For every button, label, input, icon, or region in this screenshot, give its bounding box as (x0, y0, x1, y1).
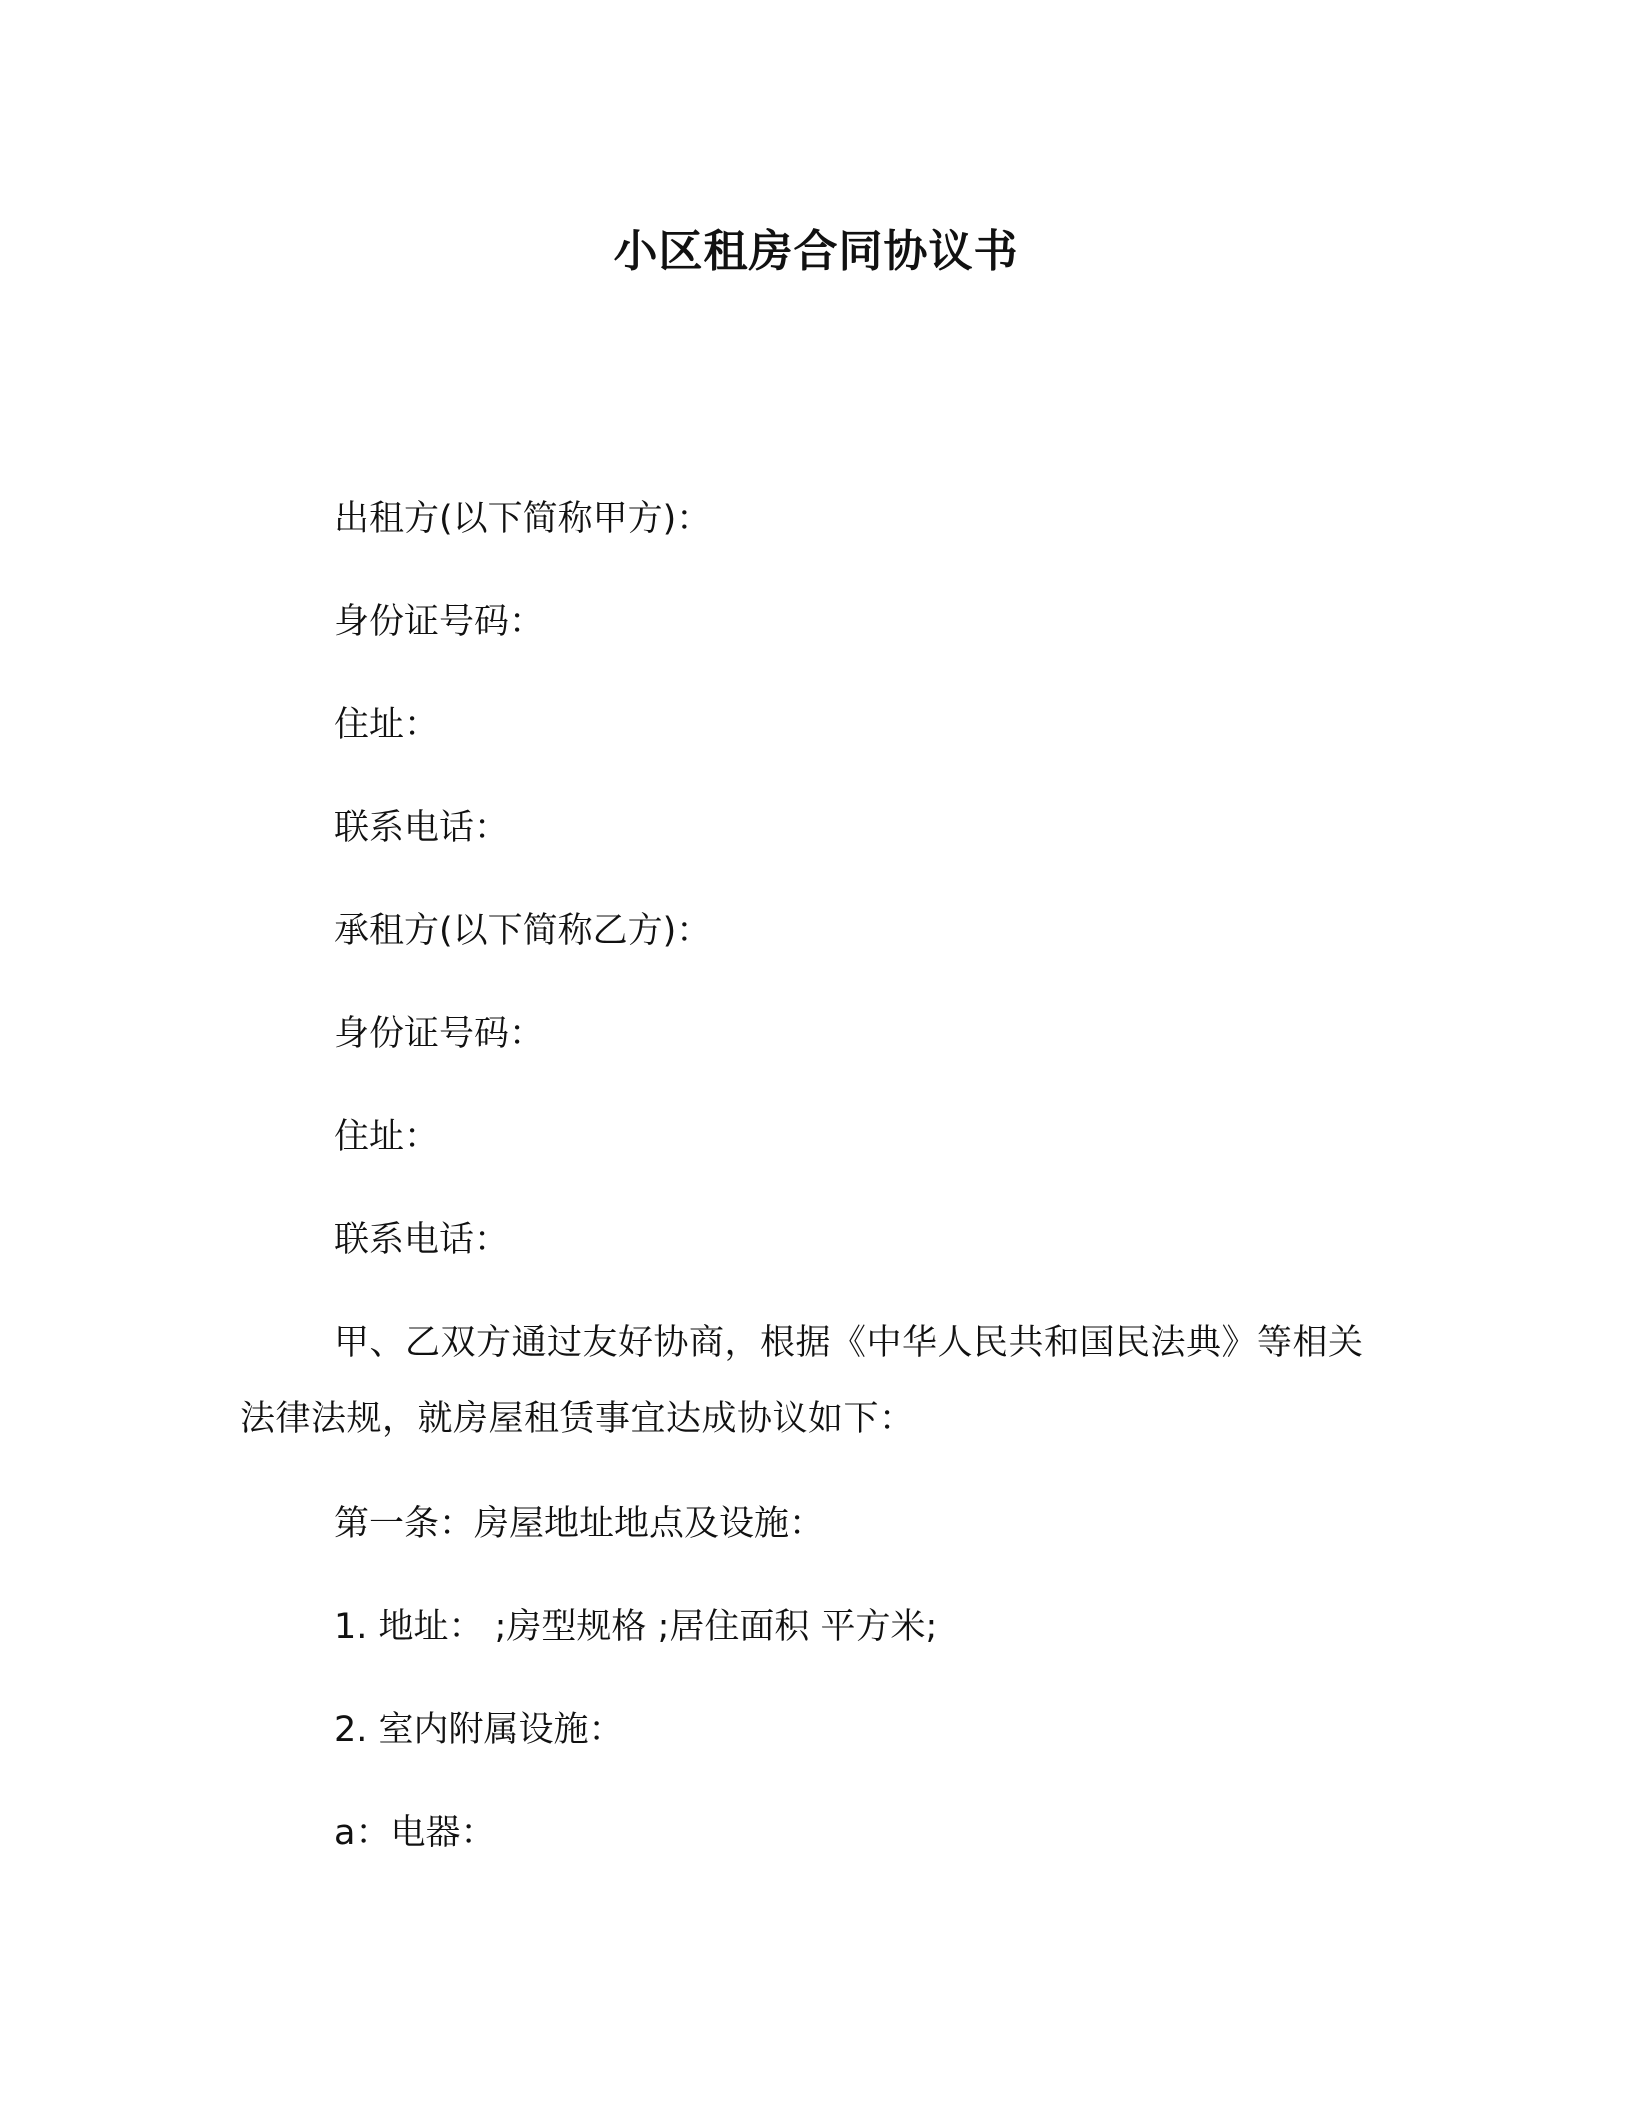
document-title: 小区租房合同协议书 (613, 226, 1019, 277)
item-1-address: 1. 地址： ;房型规格 ;居住面积 平方米; (334, 1607, 938, 1647)
lessee-address-label: 住址： (334, 1117, 440, 1157)
lessor-id-label: 身份证号码： (334, 602, 545, 642)
lessee-label: 承租方(以下简称乙方)： (334, 911, 712, 951)
lessee-phone-label: 联系电话： (334, 1220, 510, 1260)
intro-paragraph: 甲、乙双方通过友好协商，根据《中华人民共和国民法典》等相关法律法规，就房屋租赁事宜达成协议如下： (240, 1323, 1364, 1439)
item-a-appliances: a：电器： (334, 1813, 496, 1853)
item-2-facilities: 2. 室内附属设施： (334, 1710, 624, 1750)
article-1-heading: 第一条：房屋地址地点及设施： (334, 1504, 825, 1544)
lessor-phone-label: 联系电话： (334, 808, 510, 848)
lessee-id-label: 身份证号码： (334, 1014, 545, 1054)
lessor-label: 出租方(以下简称甲方)： (334, 499, 712, 539)
lessor-address-label: 住址： (334, 705, 440, 745)
